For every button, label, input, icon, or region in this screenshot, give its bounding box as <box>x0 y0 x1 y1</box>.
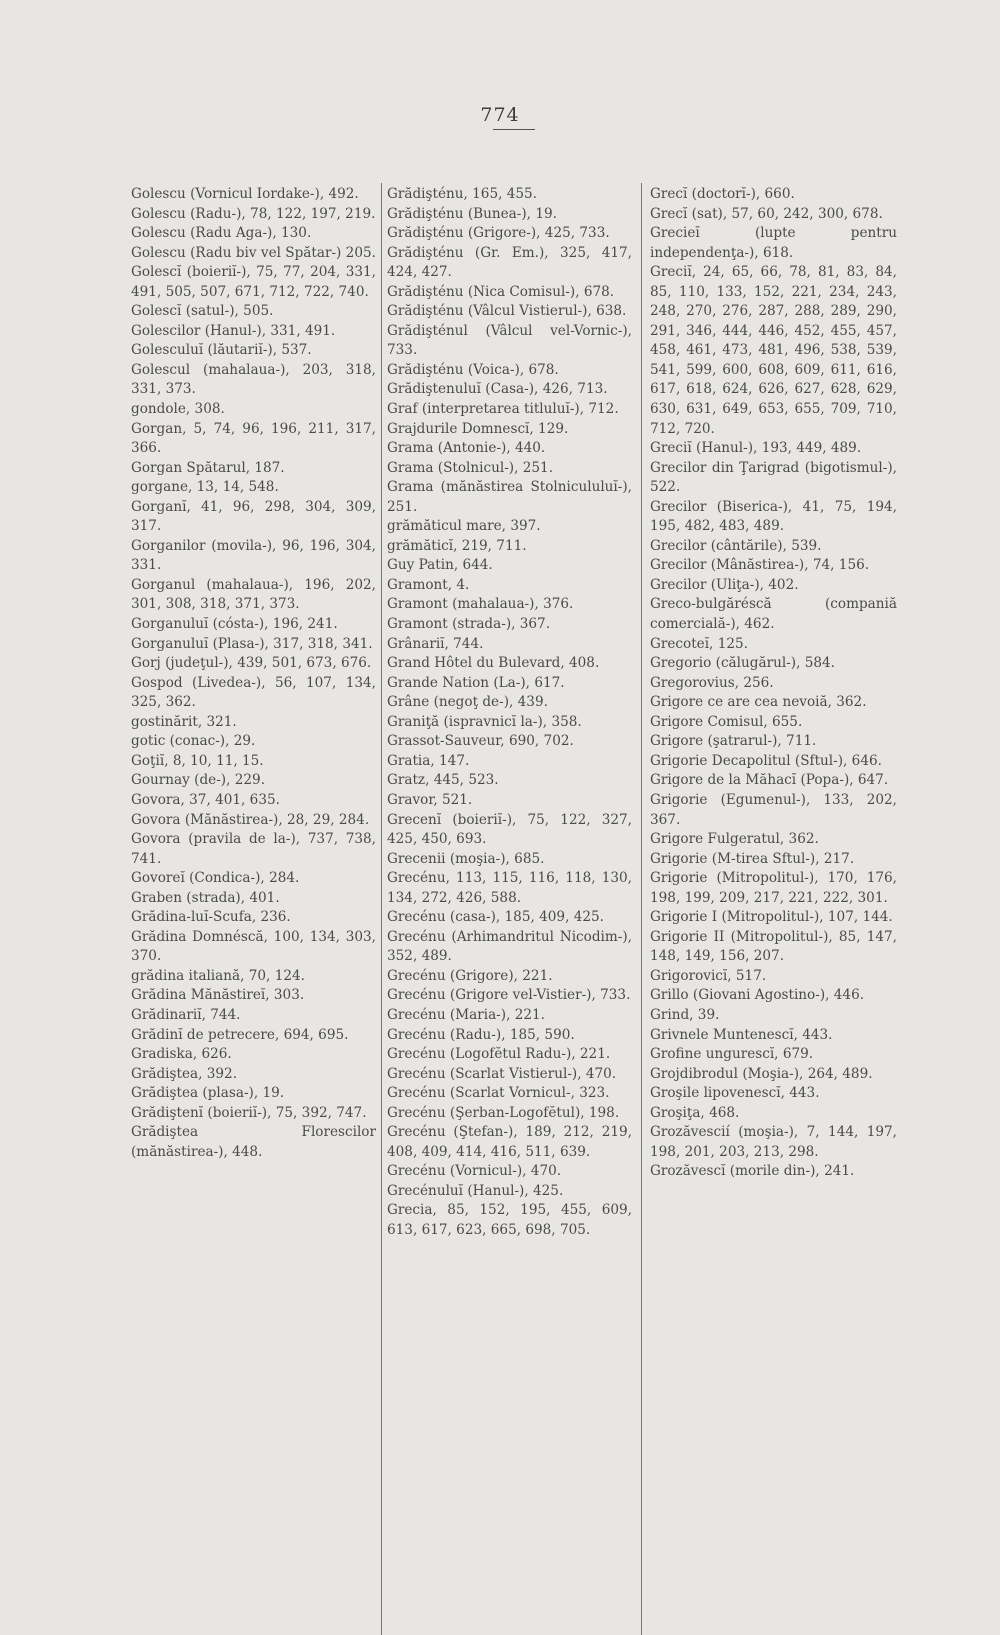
index-entry: Grădina-luĭ-Scufa, 236. <box>131 909 291 926</box>
index-entry: Grădiştea, 392. <box>131 1065 238 1082</box>
index-entry: Grassot-Sauveur, 690, 702. <box>387 733 574 750</box>
index-entry: Grigorie II (Mitropolitul-), 85, 147, 148, 149, 156, 207. <box>650 928 897 965</box>
index-entry: Grigore ce are cea nevoiă, 362. <box>650 694 867 711</box>
index-entry: Grecilor din Ţarigrad (bigotismul-), 522. <box>650 459 897 496</box>
index-entry: Grigorie (M-tirea Sftul-), 217. <box>650 850 855 867</box>
index-entry: Grama (Antonie-), 440. <box>387 440 546 457</box>
index-entry: Gratia, 147. <box>387 752 470 769</box>
index-entry: Graniţă (ispravnicĭ la-), 358. <box>387 713 582 730</box>
index-entry: Grecenĭ (boieriĭ-), 75, 122, 327, 425, 450, 693. <box>387 811 632 848</box>
index-entry: Grillo (Giovani Agostino-), 446. <box>650 987 865 1004</box>
index-entry: Grecénu (Scarlat Vornicul-, 323. <box>387 1085 610 1102</box>
index-entry: Grojdibrodul (Moşia-), 264, 489. <box>650 1065 873 1082</box>
index-entry: Grădişténu (Voica-), 678. <box>387 361 559 378</box>
column-divider-2 <box>641 183 642 1635</box>
index-entry: gostinărit, 321. <box>131 713 237 730</box>
index-entry: Grădişténul (Vâlcul vel-Vornic-), 733. <box>387 322 632 359</box>
index-entry: Grădişténu, 165, 455. <box>387 186 538 202</box>
index-entry: Grecĭ (sat), 57, 60, 242, 300, 678. <box>650 205 883 222</box>
index-entry: Grigore (şatrarul-), 711. <box>650 733 817 750</box>
index-entry: grădina italiană, 70, 124. <box>131 967 305 984</box>
index-entry: Gorganilor (movila-), 96, 196, 304, 331. <box>131 537 376 574</box>
index-entry: Grădişténu (Vâlcul Vistierul-), 638. <box>387 303 627 320</box>
index-entry: Grădişténu (Grigore-), 425, 733. <box>387 225 610 242</box>
index-entry: Govora (pravila de la-), 737, 738, 741. <box>131 831 376 867</box>
index-entry: Gradiska, 626. <box>131 1046 232 1063</box>
index-entry: Grigorie Decapolitul (Sftul-), 646. <box>650 752 882 769</box>
index-entry: Grădiştenĭ (boieriĭ-), 75, 392, 747. <box>131 1104 367 1121</box>
index-entry: Greciĭ (Hanul-), 193, 449, 489. <box>650 440 862 457</box>
index-entry: Gratz, 445, 523. <box>387 772 499 789</box>
index-entry: Grama (Stolnicul-), 251. <box>387 459 554 476</box>
index-entry: Grigore Fulgeratul, 362. <box>650 831 819 848</box>
index-entry: Grecénu, 113, 115, 116, 118, 130, 134, 272, 426, 588. <box>387 870 632 906</box>
index-entry: Grecénu (Ştefan-), 189, 212, 219, 408, 409, 414, 416, 511, 639. <box>387 1124 632 1160</box>
page-number: 774 <box>480 104 520 126</box>
index-entry: Golescu (Radu Aga-), 130. <box>131 225 312 242</box>
index-entry: Grecénuluĭ (Hanul-), 425. <box>387 1182 564 1199</box>
index-entry: Govora (Mănăstirea-), 28, 29, 284. <box>131 811 370 828</box>
index-entry: Gravor, 521. <box>387 791 473 808</box>
index-entry: Grigorie (Mitropolitul-), 170, 176, 198, 199, 209, 217, 221, 222, 301. <box>650 870 897 906</box>
index-entry: grămăticĭ, 219, 711. <box>387 537 527 554</box>
index-entry: Gramont (strada-), 367. <box>387 616 551 633</box>
index-entry: Gramont, 4. <box>387 576 470 593</box>
index-entry: Gramont (mahalaua-), 376. <box>387 596 574 613</box>
index-entry: Grecilor (Uliţa-), 402. <box>650 576 799 593</box>
index-entry: Grecilor (Mânăstirea-), 74, 156. <box>650 557 870 574</box>
index-entry: Gorj (judeţul-), 439, 501, 673, 676. <box>131 655 372 672</box>
index-entry: grămăticul mare, 397. <box>387 518 541 535</box>
page-number-rule <box>493 129 535 130</box>
index-entry: Graf (interpretarea titluluĭ-), 712. <box>387 401 619 418</box>
index-entry: Grigorie (Egumenul-), 133, 202, 367. <box>650 791 897 828</box>
index-entry: Grigorie I (Mitropolitul-), 107, 144. <box>650 909 893 926</box>
index-entry: Grecénu (Grigore), 221. <box>387 967 553 984</box>
index-entry: Grecénu (Vornicul-), 470. <box>387 1163 562 1180</box>
index-entry: Grigore de la Măhacĭ (Popa-), 647. <box>650 772 889 789</box>
column-divider-1 <box>381 183 382 1635</box>
index-entry: Golescu (Radu biv vel Spătar-) 205. <box>131 244 376 261</box>
index-entry: Gorganĭ, 41, 96, 298, 304, 309, 317. <box>131 498 376 535</box>
index-entry: Grânariĭ, 744. <box>387 635 484 652</box>
index-entry: Grivnele Muntenescĭ, 443. <box>650 1026 833 1043</box>
index-entry: Govora, 37, 401, 635. <box>131 791 280 808</box>
index-entry: Golescĭ (boieriĭ-), 75, 77, 204, 331, 491, 505, 507, 671, 712, 722, 740. <box>131 264 376 300</box>
index-entry: Grozăvescĭ (morile din-), 241. <box>650 1163 855 1180</box>
index-entry: Grădiştenuluĭ (Casa-), 426, 713. <box>387 381 608 398</box>
index-entry: Grecoteĭ, 125. <box>650 635 748 652</box>
index-entry: Gospod (Livedea-), 56, 107, 134, 325, 362. <box>131 674 376 711</box>
index-entry: Golescilor (Hanul-), 331, 491. <box>131 322 336 339</box>
index-entry: gondole, 308. <box>131 401 225 418</box>
index-entry: Gregorio (călugărul-), 584. <box>650 655 835 672</box>
index-entry: Grădinariĭ, 744. <box>131 1006 241 1023</box>
index-entry: Grama (mănăstirea Stolnicululuĭ-), 251. <box>387 479 632 515</box>
index-entry: Golescĭ (satul-), 505. <box>131 303 274 320</box>
index-entry: Gorganuluĭ (Plasa-), 317, 318, 341. <box>131 635 373 652</box>
index-entry: Golescu (Radu-), 78, 122, 197, 219. <box>131 205 376 222</box>
index-entry: Grecénu (Şerban-Logofĕtul), 198. <box>387 1104 620 1121</box>
index-entry: Grande Nation (La-), 617. <box>387 674 565 691</box>
index-entry: Grecilor (Biserica-), 41, 75, 194, 195, 482, 483, 489. <box>650 498 897 535</box>
index-entry: Grecénu (casa-), 185, 409, 425. <box>387 909 604 926</box>
index-entry: Grecenii (moşia-), 685. <box>387 850 545 867</box>
index-entry: Golescul (mahalaua-), 203, 318, 331, 373. <box>131 361 376 398</box>
index-column-3 <box>650 185 897 1182</box>
index-entry: Groşile lipovenescĭ, 443. <box>650 1085 820 1102</box>
index-entry: Grigore Comisul, 655. <box>650 713 803 730</box>
index-entry: Greco-bulgăréscă (companiă comercială-), 462. <box>650 596 897 633</box>
index-entry: Gournay (de-), 229. <box>131 772 266 789</box>
index-entry: Grecia, 85, 152, 195, 455, 609, 613, 617, 623, 665, 698, 705. <box>387 1202 632 1238</box>
index-entry: Gorganul (mahalaua-), 196, 202, 301, 308, 318, 371, 373. <box>131 576 376 613</box>
index-entry: Guy Patin, 644. <box>387 557 493 574</box>
index-entry: Graben (strada), 401. <box>131 889 280 906</box>
index-entry: Grădişténu (Bunea-), 19. <box>387 205 557 222</box>
index-entry: Grădişténu (Gr. Em.), 325, 417, 424, 427. <box>387 244 632 281</box>
index-entry: Grecieĭ (lupte pentru independenţa-), 618. <box>650 225 897 261</box>
index-entry: Grădinĭ de petrecere, 694, 695. <box>131 1026 349 1043</box>
index-entry: Grind, 39. <box>650 1006 720 1023</box>
index-entry: Grecilor (cântările), 539. <box>650 537 822 554</box>
index-entry: Grădina Domnéscă, 100, 134, 303, 370. <box>131 928 376 965</box>
index-entry: Golesculuĭ (lăutariĭ-), 537. <box>131 342 312 359</box>
index-entry: gotic (conac-), 29. <box>131 733 256 750</box>
index-entry: Grădina Mănăstireĭ, 303. <box>131 987 305 1004</box>
index-entry: Goţiĭ, 8, 10, 11, 15. <box>131 752 264 769</box>
index-entry: Grecénu (Logofĕtul Radu-), 221. <box>387 1046 611 1063</box>
index-entry: Grecĭ (doctorĭ-), 660. <box>650 186 795 202</box>
index-entry: Groşiţa, 468. <box>650 1104 740 1121</box>
index-entry: Grofine ungurescĭ, 679. <box>650 1046 814 1063</box>
index-entry: Grădiştea (plasa-), 19. <box>131 1085 285 1102</box>
index-entry: Grecénu (Maria-), 221. <box>387 1006 545 1023</box>
index-entry: Gorgan Spătarul, 187. <box>131 459 285 476</box>
index-entry: Grecénu (Scarlat Vistierul-), 470. <box>387 1065 617 1082</box>
index-entry: Gorgan, 5, 74, 96, 196, 211, 317, 366. <box>131 420 376 457</box>
index-entry: Grecénu (Grigore vel-Vistier-), 733. <box>387 987 631 1004</box>
index-entry: Grădişténu (Nica Comisul-), 678. <box>387 283 615 300</box>
index-entry: gorgane, 13, 14, 548. <box>131 479 279 496</box>
index-column-2 <box>387 185 632 1241</box>
index-entry: Gorganuluĭ (cósta-), 196, 241. <box>131 616 338 633</box>
index-entry: Grigorovicĭ, 517. <box>650 967 767 984</box>
index-entry: Greciĭ, 24, 65, 66, 78, 81, 83, 84, 85, 110, 133, 152, 221, 234, 243, 248, 270, 276, 287, 288, 289, 290, 291, 346, 444, 446, 452, 455, 457, 458, 461, 473, 481, 496, 538, 539, 541, 599, 600, 608, 609, 611, 616, 617, 618, 624, 626, 627, 628, 629, 630, 631, 649, 653, 655, 709, 710, 712, 720. <box>650 264 897 437</box>
index-entry: Grozăvescií (moşia-), 7, 144, 197, 198, 201, 203, 213, 298. <box>650 1124 897 1160</box>
index-entry: Grecénu (Radu-), 185, 590. <box>387 1026 575 1043</box>
index-entry: Grand Hôtel du Bulevard, 408. <box>387 655 600 672</box>
index-entry: Govoreĭ (Condica-), 284. <box>131 870 300 887</box>
index-entry: Grădiştea Florescilor (mănăstirea-), 448. <box>131 1124 376 1160</box>
index-column-1 <box>131 185 376 1162</box>
index-entry: Grajdurile Domnescĭ, 129. <box>387 420 569 437</box>
index-entry: Gregorovius, 256. <box>650 674 774 691</box>
index-entry: Grecénu (Arhimandritul Nicodim-), 352, 489. <box>387 928 632 965</box>
index-entry: Grâne (negoţ de-), 439. <box>387 694 548 711</box>
index-entry: Golescu (Vornicul Iordake-), 492. <box>131 186 359 202</box>
